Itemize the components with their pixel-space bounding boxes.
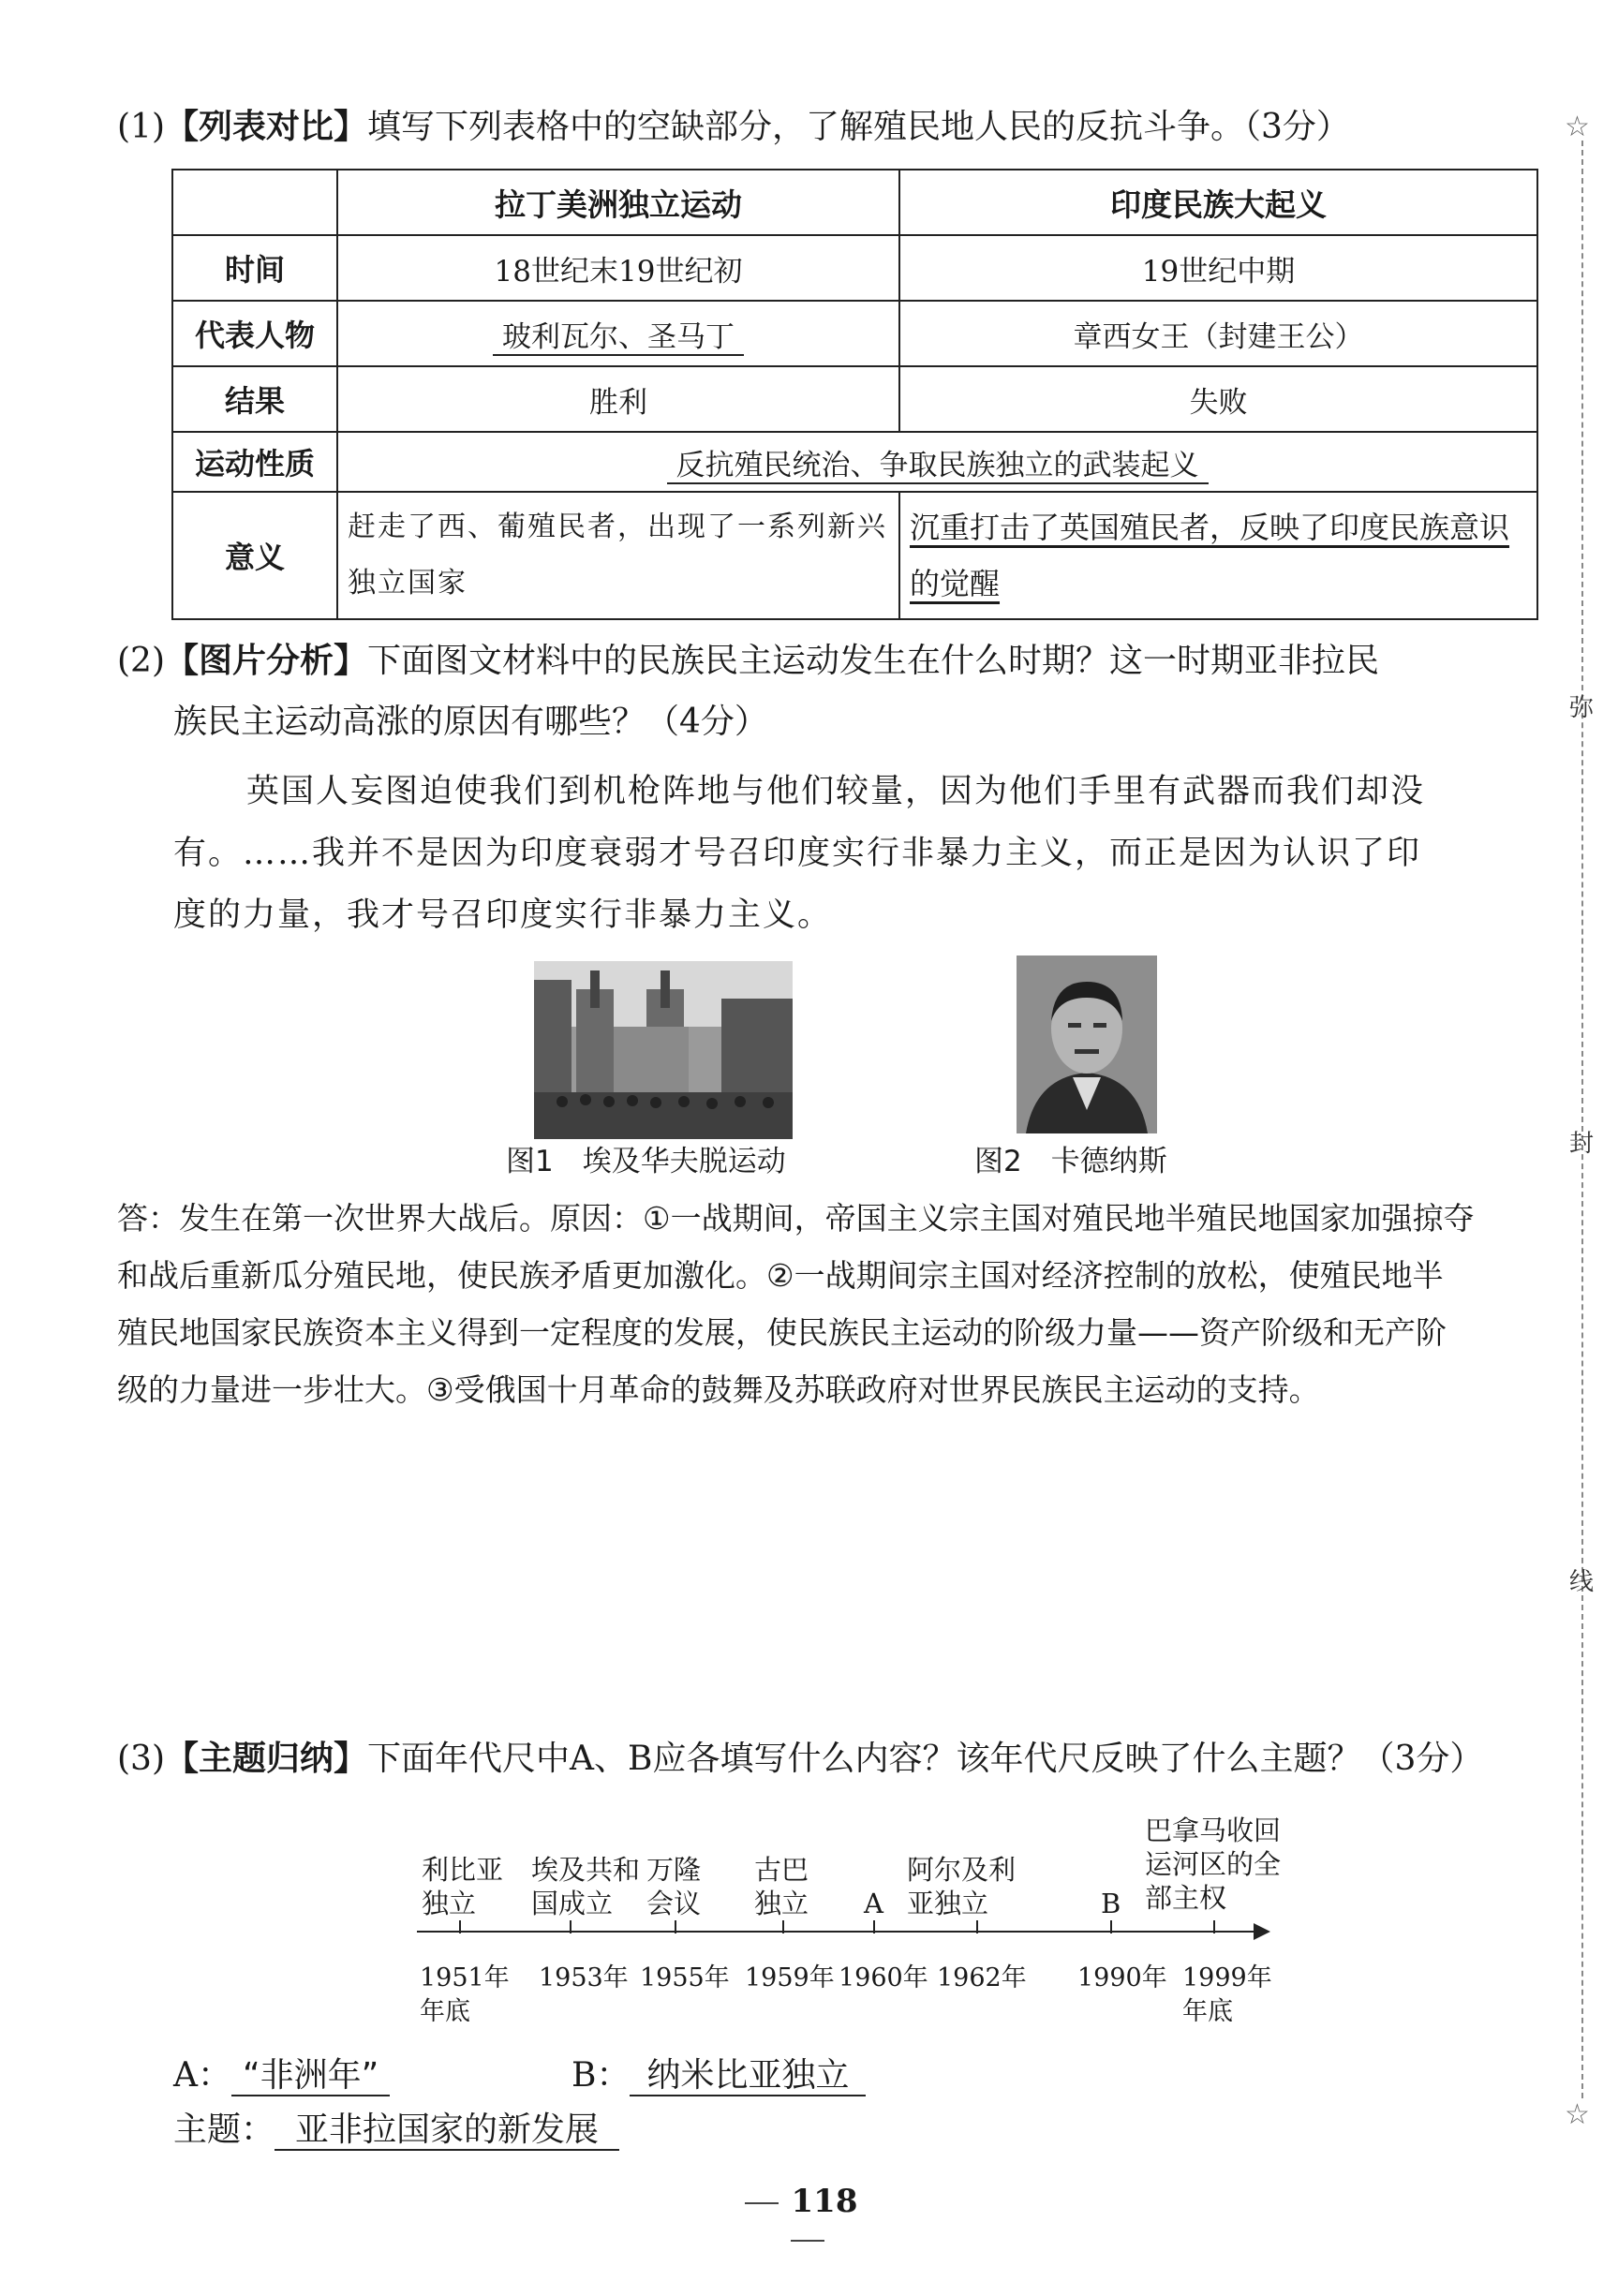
q2-answer-line3: 殖民地国家民族资本主义得到一定程度的发展，使民族民主运动的阶级力量——资产阶级和无产阶 bbox=[117, 1314, 1447, 1351]
q2-quote-line2: 有。……我并不是因为印度衰弱才号召印度实行非暴力主义，而正是因为认识了印 bbox=[173, 835, 1422, 872]
tl-event-algeria-l1: 阿尔及利 bbox=[907, 1854, 1017, 1886]
col-header-india: 印度民族大起义 bbox=[899, 170, 1537, 235]
table-row bbox=[172, 366, 1537, 432]
timeline-tick bbox=[570, 1920, 571, 1933]
tl-event-a bbox=[864, 1853, 883, 1920]
figure2-photo bbox=[1017, 955, 1157, 1133]
seal-line bbox=[1581, 141, 1583, 2098]
q1-number: (1) bbox=[117, 108, 165, 146]
q3-theme-label: 主题： bbox=[173, 2111, 275, 2149]
tl-year-1990: 1990年 bbox=[1077, 1963, 1167, 1992]
seal-char-2: 封 bbox=[1569, 1130, 1595, 1158]
q2-quote-line3: 度的力量，我才号召印度实行非暴力主义。 bbox=[173, 896, 833, 934]
table-corner-cell bbox=[172, 170, 337, 235]
tl-year-1999-l2: 年底 bbox=[1182, 1997, 1233, 2026]
cell-significance-latin: 赶走了西、葡殖民者，出现了一系列新兴独立国家 bbox=[337, 492, 899, 619]
cell-result-latin: 胜利 bbox=[337, 366, 899, 432]
tl-event-b bbox=[1101, 1853, 1121, 1920]
tl-event-bandung-l1: 万隆 bbox=[646, 1854, 702, 1886]
q2-text-1: 下面图文材料中的民族民主运动发生在什么时期？这一时期亚非拉民 bbox=[367, 642, 1380, 680]
q1-tag: 【列表对比】 bbox=[165, 108, 368, 146]
table-row bbox=[172, 492, 1537, 619]
tl-event-bandung bbox=[646, 1853, 701, 1920]
tl-event-libya bbox=[422, 1853, 503, 1920]
cell-figures-india: 章西女王（封建王公） bbox=[899, 301, 1537, 366]
q1-text: 填写下列表格中的空缺部分，了解殖民地人民的反抗斗争。（3分） bbox=[367, 108, 1350, 146]
q2-tag: 【图片分析】 bbox=[165, 642, 368, 680]
timeline-tick bbox=[459, 1920, 461, 1933]
tl-event-algeria-l2: 亚独立 bbox=[907, 1888, 989, 1919]
tl-event-algeria bbox=[907, 1853, 1016, 1920]
figure2-caption: 图2 卡德纳斯 bbox=[974, 1145, 1167, 1178]
q3-answer-b bbox=[571, 2050, 866, 2102]
cell-time-india: 19世纪中期 bbox=[899, 235, 1537, 301]
figure1-photo bbox=[534, 961, 793, 1139]
tl-year-1953: 1953年 bbox=[539, 1963, 629, 1992]
table-header-row bbox=[172, 170, 1537, 235]
seal-char-1: 弥 bbox=[1569, 694, 1595, 722]
tl-year-1999-l1: 1999年 bbox=[1182, 1963, 1272, 1992]
tl-year-1959: 1959年 bbox=[745, 1963, 835, 1992]
timeline-tick bbox=[976, 1920, 978, 1933]
tl-year-1951-l2: 年底 bbox=[420, 1997, 470, 2026]
q3-theme-answer: 亚非拉国家的新发展 bbox=[275, 2111, 619, 2151]
star-top-icon: ☆ bbox=[1565, 111, 1590, 143]
tl-year-1960: 1960年 bbox=[839, 1963, 928, 1992]
tl-year-1951 bbox=[420, 1962, 510, 2029]
timeline-tick bbox=[675, 1920, 676, 1933]
page-number-dash-right bbox=[791, 2240, 824, 2242]
row-label-nature: 运动性质 bbox=[172, 432, 337, 492]
q3-prompt bbox=[117, 1733, 1483, 1785]
tl-event-libya-l2: 独立 bbox=[422, 1888, 477, 1919]
tl-event-panama-l3: 部主权 bbox=[1145, 1882, 1227, 1914]
page-number: 118 bbox=[791, 2183, 858, 2220]
tl-event-panama-l1: 巴拿马收回 bbox=[1145, 1815, 1282, 1846]
cell-nature-merged: 反抗殖民统治、争取民族独立的武装起义 bbox=[667, 449, 1209, 484]
cell-nature-merged-wrap bbox=[337, 432, 1537, 492]
q2-answer-line1: 答：发生在第一次世界大战后。原因：①一战期间，帝国主义宗主国对殖民地半殖民地国家加强掠夺 bbox=[117, 1200, 1475, 1237]
q3-b-answer: 纳米比亚独立 bbox=[630, 2056, 866, 2096]
tl-event-cuba-l2: 独立 bbox=[754, 1888, 809, 1919]
q3-answer-a bbox=[173, 2050, 390, 2102]
q3-answer-theme bbox=[173, 2104, 619, 2156]
wafd-movement-photo-icon bbox=[534, 961, 793, 1139]
cell-figures-latin-wrap bbox=[337, 301, 899, 366]
tl-event-egypt-l1: 埃及共和 bbox=[531, 1854, 641, 1886]
row-label-time: 时间 bbox=[172, 235, 337, 301]
tl-event-libya-l1: 利比亚 bbox=[422, 1854, 504, 1886]
q3-tag: 【主题归纳】 bbox=[165, 1740, 368, 1778]
q3-number: (3) bbox=[117, 1740, 165, 1778]
cell-significance-india: 沉重打击了英国殖民者，反映了印度民族意识的觉醒 bbox=[899, 492, 1537, 619]
q1-prompt bbox=[117, 101, 1350, 154]
q3-a-label: A： bbox=[173, 2056, 231, 2095]
table-row bbox=[172, 301, 1537, 366]
page-number-dash-left bbox=[745, 2202, 779, 2204]
tl-event-a-l1 bbox=[864, 1853, 883, 1887]
tl-event-egypt bbox=[531, 1853, 640, 1920]
tl-event-b-l2: B bbox=[1101, 1888, 1121, 1919]
table-row bbox=[172, 235, 1537, 301]
page-number-wrap bbox=[721, 2183, 881, 2258]
timeline-tick bbox=[873, 1920, 875, 1933]
timeline-tick bbox=[1213, 1920, 1215, 1933]
row-label-result: 结果 bbox=[172, 366, 337, 432]
tl-year-1962: 1962年 bbox=[937, 1963, 1027, 1992]
q3-a-answer: “非洲年” bbox=[231, 2056, 390, 2096]
q2-quote-line1: 英国人妄图迫使我们到机枪阵地与他们较量，因为他们手里有武器而我们却没 bbox=[246, 773, 1426, 810]
tl-event-bandung-l2: 会议 bbox=[646, 1888, 702, 1919]
figure1-caption: 图1 埃及华夫脱运动 bbox=[506, 1145, 786, 1178]
tl-year-1955: 1955年 bbox=[640, 1963, 730, 1992]
cell-time-latin: 18世纪末19世纪初 bbox=[337, 235, 899, 301]
q3-b-label: B： bbox=[571, 2056, 631, 2095]
tl-event-egypt-l2: 国成立 bbox=[531, 1888, 614, 1919]
tl-event-panama bbox=[1145, 1814, 1281, 1915]
tl-event-panama-l2: 运河区的全 bbox=[1145, 1848, 1282, 1880]
col-header-latin-america: 拉丁美洲独立运动 bbox=[337, 170, 899, 235]
timeline-tick bbox=[1110, 1920, 1112, 1933]
q2-answer-line4: 级的力量进一步壮大。③受俄国十月革命的鼓舞及苏联政府对世界民族民主运动的支持。 bbox=[117, 1371, 1320, 1408]
cell-figures-latin: 玻利瓦尔、圣马丁 bbox=[493, 320, 744, 356]
seal-char-3: 线 bbox=[1569, 1568, 1595, 1596]
tl-event-b-l1 bbox=[1101, 1853, 1121, 1887]
q2-answer-line2: 和战后重新瓜分殖民地，使民族矛盾更加激化。②一战期间宗主国对经济控制的放松，使殖民地半 bbox=[117, 1257, 1444, 1294]
tl-event-cuba-l1: 古巴 bbox=[754, 1854, 809, 1886]
tl-year-1951-l1: 1951年 bbox=[420, 1963, 510, 1992]
row-label-figures: 代表人物 bbox=[172, 301, 337, 366]
cardenas-portrait-icon bbox=[1017, 955, 1157, 1133]
comparison-table bbox=[171, 169, 1538, 620]
q3-text: 下面年代尺中A、B应各填写什么内容？该年代尺反映了什么主题？（3分） bbox=[367, 1740, 1484, 1778]
timeline-tick bbox=[782, 1920, 784, 1933]
timeline-arrow-icon bbox=[1254, 1923, 1270, 1940]
q2-number: (2) bbox=[117, 642, 165, 680]
q2-prompt-line2: 族民主运动高涨的原因有哪些？（4分） bbox=[173, 703, 768, 741]
tl-event-cuba bbox=[754, 1853, 809, 1920]
cell-result-india: 失败 bbox=[899, 366, 1537, 432]
row-label-significance: 意义 bbox=[172, 492, 337, 619]
tl-year-1999 bbox=[1182, 1962, 1272, 2029]
q2-prompt-line1 bbox=[117, 635, 1379, 688]
timeline-axis bbox=[417, 1931, 1260, 1933]
tl-event-a-l2: A bbox=[864, 1888, 883, 1919]
table-row bbox=[172, 432, 1537, 492]
star-bottom-icon: ☆ bbox=[1565, 2098, 1590, 2131]
